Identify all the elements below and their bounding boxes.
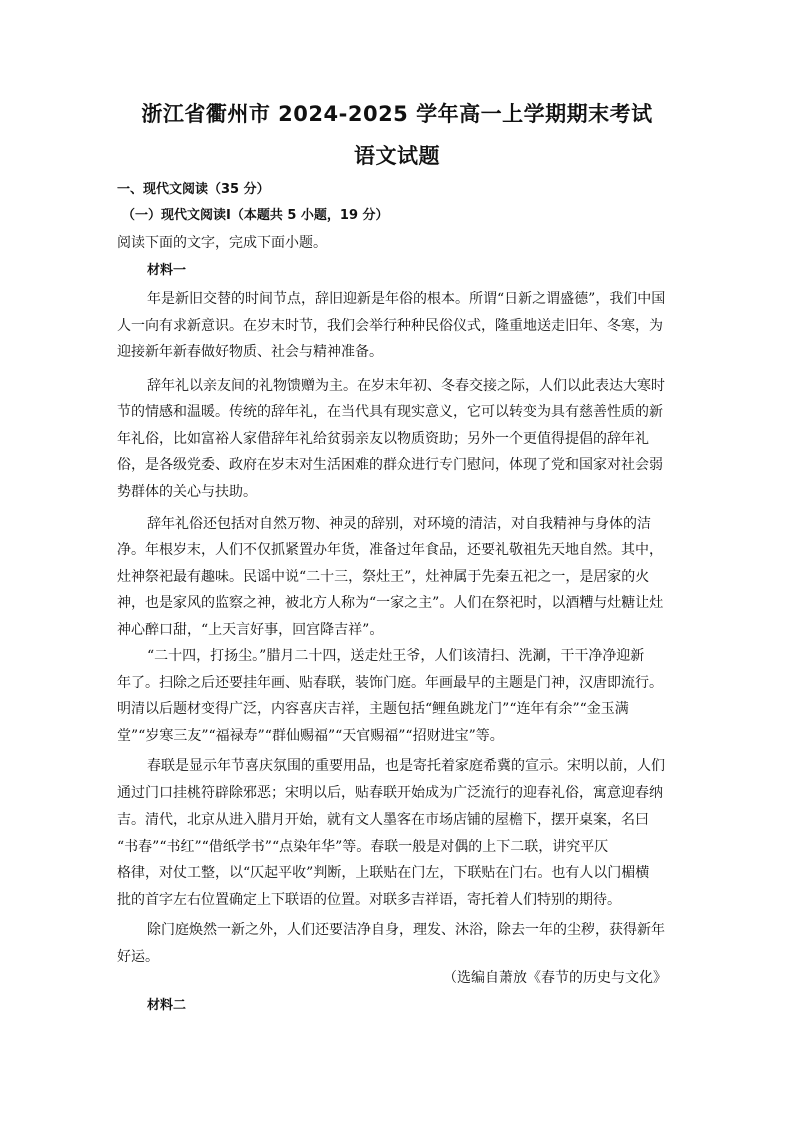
paragraph-line: 神，也是家风的监察之神，被北方人称为“一家之主”。人们在祭祀时，以酒糟与灶糖让灶 <box>117 595 664 611</box>
sub-section-heading: （一）现代文阅读Ⅰ（本题共 5 小题，19 分） <box>122 208 389 223</box>
paragraph-line: 势群体的关心与扶助。 <box>117 484 257 500</box>
material2-label: 材料二 <box>147 998 187 1013</box>
page-title: 浙江省衢州市 2024-2025 学年高一上学期期末考试 <box>141 102 653 126</box>
paragraph-line: “二十四，打扬尘。”腊月二十四，送走灶王爷，人们该清扫、洗涮，干干净净迎新 <box>147 648 645 664</box>
paragraph-line: 通过门口挂桃符辟除邪恶；宋明以后，贴春联开始成为广泛流行的迎春礼俗，寓意迎春纳 <box>117 785 663 801</box>
paragraph-line: 吉。清代，北京从进入腊月开始，就有文人墨客在市场店铺的屋檐下，摆开桌案，名曰 <box>117 812 649 828</box>
paragraph-line: 除门庭焕然一新之外，人们还要洁净自身，理发、沐浴，除去一年的尘秽，获得新年 <box>147 922 665 938</box>
instruction-text: 阅读下面的文字，完成下面小题。 <box>117 235 327 251</box>
paragraph-line: 人一向有求新意识。在岁末时节，我们会举行种种民俗仪式，隆重地送走旧年、冬寒，为 <box>117 318 663 334</box>
paragraph-line: 春联是显示年节喜庆氛围的重要用品，也是寄托着家庭希冀的宣示。宋明以前，人们 <box>147 758 665 774</box>
paragraph-line: 年礼俗，比如富裕人家借辞年礼给贫弱亲友以物质资助；另外一个更值得提倡的辞年礼 <box>117 431 649 447</box>
paragraph-line: 神心醉口甜，“上天言好事，回宫降吉祥”。 <box>117 622 384 638</box>
paragraph-line: 节的情感和温暖。传统的辞年礼，在当代具有现实意义，它可以转变为具有慈善性质的新 <box>117 404 663 420</box>
material1-source: （选编自萧放《春节的历史与文化》 <box>443 970 667 986</box>
paragraph-line: 格律，对仗工整，以“仄起平收”判断，上联贴在门左，下联贴在门右。也有人以门楣横 <box>117 865 650 881</box>
paragraph-line: 年是新旧交替的时间节点，辞旧迎新是年俗的根本。所谓“日新之谓盛德”，我们中国 <box>147 291 666 307</box>
paragraph-line: 俗，是各级党委、政府在岁末对生活困难的群众进行专门慰问，体现了党和国家对社会弱 <box>117 457 663 473</box>
paragraph-line: 净。年根岁末，人们不仅抓紧置办年货，准备过年食品，还要礼敬祖先天地自然。其中， <box>117 542 663 558</box>
paragraph-line: 辞年礼以亲友间的礼物馈赠为主。在岁末年初、冬春交接之际，人们以此表达大寒时 <box>147 378 665 394</box>
paragraph-line: 灶神祭祀最有趣味。民谣中说“二十三，祭灶王”，灶神属于先秦五祀之一，是居家的火 <box>117 569 650 585</box>
material1-label: 材料一 <box>147 263 187 278</box>
paragraph-line: 年了。扫除之后还要挂年画、贴春联，装饰门庭。年画最早的主题是门神，汉唐即流行。 <box>117 675 663 691</box>
paragraph-line: “书春”“书红”“借纸学书”“点染年华”等。春联一般是对偶的上下二联，讲究平仄 <box>117 839 609 855</box>
paragraph-line: 批的首字左右位置确定上下联语的位置。对联多吉祥语，寄托着人们特别的期待。 <box>117 892 621 908</box>
section-heading: 一、现代文阅读（35 分） <box>117 182 270 197</box>
paragraph-line: 明清以后题材变得广泛，内容喜庆吉祥，主题包括“鲤鱼跳龙门”“连年有余”“金玉满 <box>117 701 629 717</box>
page-subtitle: 语文试题 <box>354 144 440 168</box>
paragraph-line: 好运。 <box>117 949 159 965</box>
paragraph-line: 迎接新年新春做好物质、社会与精神准备。 <box>117 344 383 360</box>
paragraph-line: 辞年礼俗还包括对自然万物、神灵的辞别，对环境的清洁，对自我精神与身体的洁 <box>147 516 651 532</box>
paragraph-line: 堂”“岁寒三友”“福禄寿”“群仙赐福”“天官赐福”“招财进宝”等。 <box>117 728 504 744</box>
